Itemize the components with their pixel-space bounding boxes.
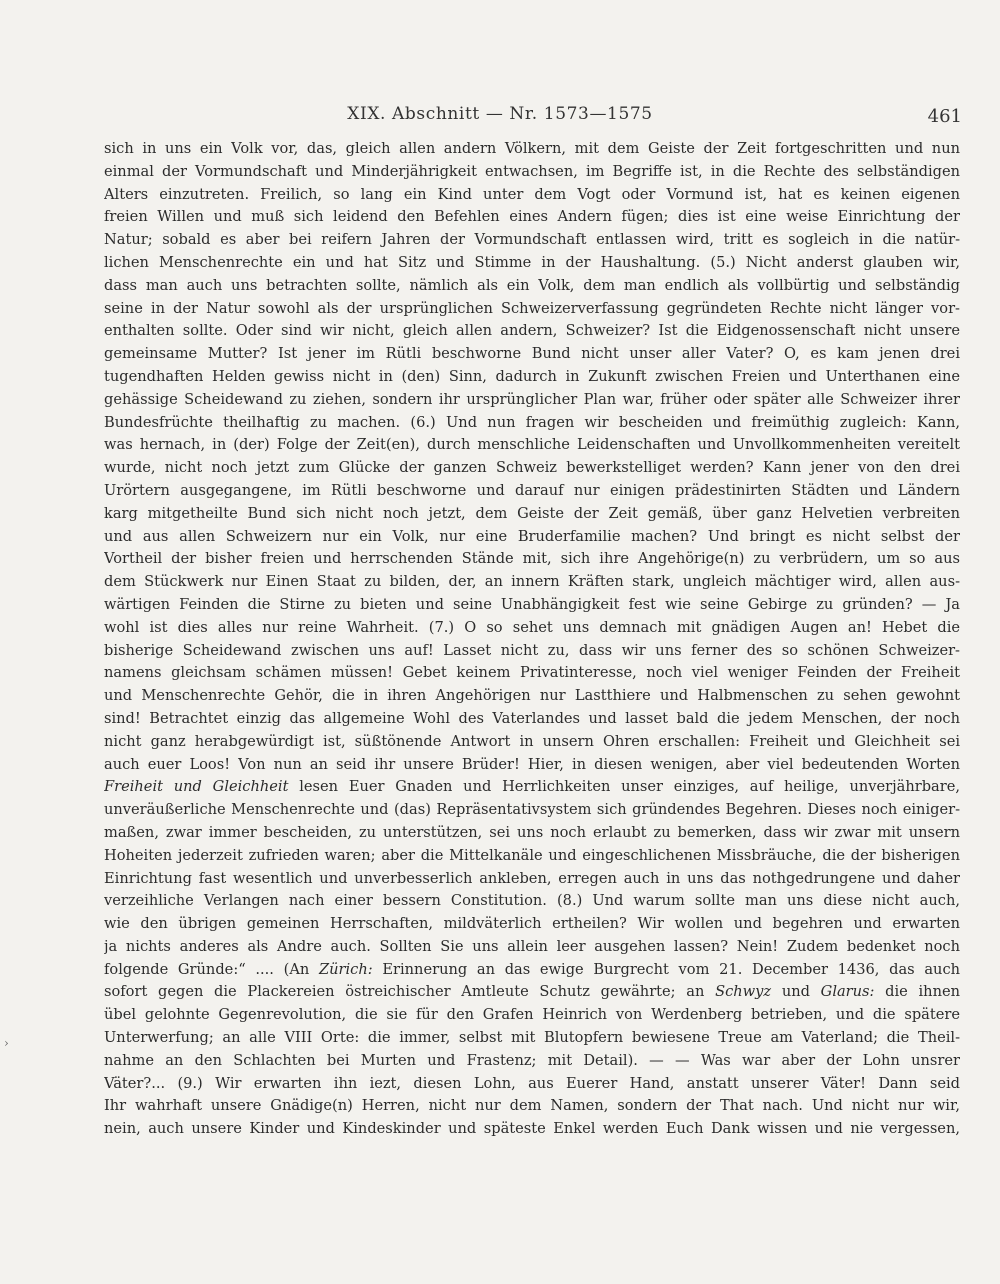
text-line: lichen Menschenrechte ein und hat Sitz und Stimme in der Haushaltung. (5.) Nicht anderst glauben wir, [104, 253, 960, 271]
text-line: gemeinsame Mutter? Ist jener im Rütli beschworne Bund nicht unser aller Vater? O, es kam jenen drei [104, 345, 960, 363]
text-line: dem Stückwerk nur Einen Staat zu bilden, der, an innern Kräften stark, ungleich mächtiger wird, allen aus- [104, 573, 960, 591]
text-line: karg mitgetheilte Bund sich nicht noch jetzt, dem Geiste der Zeit gemäß, über ganz Helvetien verbreiten [104, 504, 960, 522]
text-line: namens gleichsam schämen müssen! Gebet keinem Privatinteresse, noch viel weniger Feinden der Freiheit [104, 664, 960, 682]
italic-place-glarus: Glarus: [820, 983, 875, 1001]
text-segment: folgende Gründe:“ .... (An [104, 960, 310, 978]
text-line: und Menschenrechte Gehör, die in ihren Angehörigen nur Lastthiere und Halbmenschen zu sehen gewohnt [104, 687, 960, 705]
text-line: tugendhaften Helden gewiss nicht in (den) Sinn, dadurch in Zukunft zwischen Freien und Unterthanen eine [104, 367, 960, 385]
text-line: nahme an den Schlachten bei Murten und Frastenz; mit Detail). — — Was war aber der Lohn unsrer [104, 1051, 960, 1069]
italic-phrase: Freiheit und Gleichheit [104, 778, 289, 796]
italic-place-schwyz: Schwyz [715, 983, 772, 1001]
text-line: übel gelohnte Gegenrevolution, die sie für den Grafen Heinrich von Werdenberg betrieben, und die spätere [104, 1006, 960, 1024]
text-line: Unterwerfung; an alle VIII Orte: die immer, selbst mit Blutopfern bewiesene Treue am Vaterland; die Theil- [104, 1029, 960, 1047]
text-line: enthalten sollte. Oder sind wir nicht, gleich allen andern, Schweizer? Ist die Eidgenossenschaft nicht unsere [104, 322, 960, 340]
italic-place-zurich: Zürich: [318, 960, 373, 978]
text-line: Alters einzutreten. Freilich, so lang ein Kind unter dem Vogt oder Vormund ist, hat es keinen eigenen [104, 185, 960, 203]
text-segment: die ihnen [885, 983, 960, 1001]
margin-mark: › [4, 1036, 9, 1050]
text-line: wohl ist dies alles nur reine Wahrheit. (7.) O so sehet uns demnach mit gnädigen Augen an! Hebet die [104, 618, 960, 636]
text-line: Einrichtung fast wesentlich und unverbesserlich ankleben, erregen auch in uns das nothgedrungene und daher [104, 869, 960, 887]
text-line: bisherige Scheidewand zwischen uns auf! Lasset nicht zu, dass wir uns ferner des so schönen Schweizer- [104, 641, 960, 659]
text-line: sind! Betrachtet einzig das allgemeine Wohl des Vaterlandes und lasset bald die jedem Menschen, der noch [104, 709, 960, 727]
text-line: Urörtern ausgegangene, im Rütli beschworne und darauf nur einigen prädestinirten Städten und Ländern [104, 481, 960, 499]
text-line [104, 776, 960, 799]
section-title: XIX. Abschnitt — Nr. 1573—1575 [347, 104, 653, 124]
page-number: 461 [927, 106, 962, 127]
text-line: Hoheiten jederzeit zufrieden waren; aber die Mittelkanäle und eingeschlichenen Missbräuche, die der bisherigen [104, 846, 960, 864]
text-line: Bundesfrüchte theilhaftig zu machen. (6.) Und nun fragen wir bescheiden und freimüthig zugleich: Kann, [104, 413, 960, 431]
text-line: ja nichts anderes als Andre auch. Sollten Sie uns allein leer ausgehen lassen? Nein! Zudem bedenket noch [104, 937, 960, 955]
text-line: was hernach, in (der) Folge der Zeit(en), durch menschliche Leidenschaften und Unvollkommenheiten vereitelt [104, 436, 960, 454]
text-line: nein, auch unsere Kinder und Kindeskinder und späteste Enkel werden Euch Dank wissen und nie vergessen, [104, 1120, 960, 1138]
text-segment: Erinnerung an das ewige Burgrecht vom 21. December 1436, das auch [382, 960, 960, 978]
text-segment: und [781, 983, 810, 1001]
text-line: Ihr wahrhaft unsere Gnädige(n) Herren, nicht nur dem Namen, sondern der That nach. Und nicht nur wir, [104, 1097, 960, 1115]
text-line: und aus allen Schweizern nur ein Volk, nur eine Bruderfamilie machen? Und bringt es nicht selbst der [104, 527, 960, 545]
text-line: wurde, nicht noch jetzt zum Glücke der ganzen Schweiz bewerkstelliget werden? Kann jener von den drei [104, 459, 960, 477]
text-line: Vortheil der bisher freien und herrschenden Stände mit, sich ihre Angehörige(n) zu verbrüdern, um so aus [104, 550, 960, 568]
running-head [0, 104, 1000, 134]
text-line: einmal der Vormundschaft und Minderjährigkeit entwachsen, im Begriffe ist, in die Rechte des selbständigen [104, 162, 960, 180]
text-line: freien Willen und muß sich leidend den Befehlen eines Andern fügen; dies ist eine weise Einrichtung der [104, 208, 960, 226]
text-line: wärtigen Feinden die Stirne zu bieten und seine Unabhängigkeit fest wie seine Gebirge zu gründen? — Ja [104, 595, 960, 613]
text-segment: sofort gegen die Plackereien östreichischer Amtleute Schutz gewährte; an [104, 983, 705, 1001]
text-line: auch euer Loos! Von nun an seid ihr unsere Brüder! Hier, in diesen wenigen, aber viel bedeutenden Worten [104, 755, 960, 773]
text-line: sich in uns ein Volk vor, das, gleich allen andern Völkern, mit dem Geiste der Zeit fortgeschritten und nun [104, 140, 960, 157]
text-line: dass man auch uns betrachten sollte, nämlich als ein Volk, dem man endlich als vollbürtig und selbständig [104, 276, 960, 294]
text-line: verzeihliche Verlangen nach einer bessern Constitution. (8.) Und warum sollte man uns diese nicht auch, [104, 892, 960, 910]
text-line: unveräußerliche Menschenrechte und (das) Repräsentativsystem sich gründendes Begehren. Dieses noch einiger- [104, 801, 960, 819]
text-line: gehässige Scheidewand zu ziehen, sondern ihr ursprünglicher Plan war, früher oder später alle Schweizer ihrer [104, 390, 960, 408]
text-line: maßen, zwar immer bescheiden, zu unterstützen, sei uns noch erlaubt zu bemerken, dass wir zwar mit unsern [104, 823, 960, 841]
text-line [104, 981, 960, 1004]
body-text [104, 138, 960, 1141]
text-segment: lesen Euer Gnaden und Herrlichkeiten unser einziges, auf heilige, unverjährbare, [299, 778, 960, 796]
text-line: nicht ganz herabgewürdigt ist, süßtönende Antwort in unsern Ohren erschallen: Freiheit und Gleichheit sei [104, 732, 960, 750]
text-line: Natur; sobald es aber bei reifern Jahren der Vormundschaft entlassen wird, tritt es sogleich in die natür- [104, 231, 960, 249]
text-line: seine in der Natur sowohl als der ursprünglichen Schweizerverfassung gegründeten Rechte nicht länger vor- [104, 299, 960, 317]
text-line [104, 959, 960, 982]
text-line: wie den übrigen gemeinen Herrschaften, mildväterlich ertheilen? Wir wollen und begehren und erwarten [104, 915, 960, 933]
text-line: Väter?... (9.) Wir erwarten ihn iezt, diesen Lohn, aus Euerer Hand, anstatt unserer Väter! Dann seid [104, 1074, 960, 1092]
